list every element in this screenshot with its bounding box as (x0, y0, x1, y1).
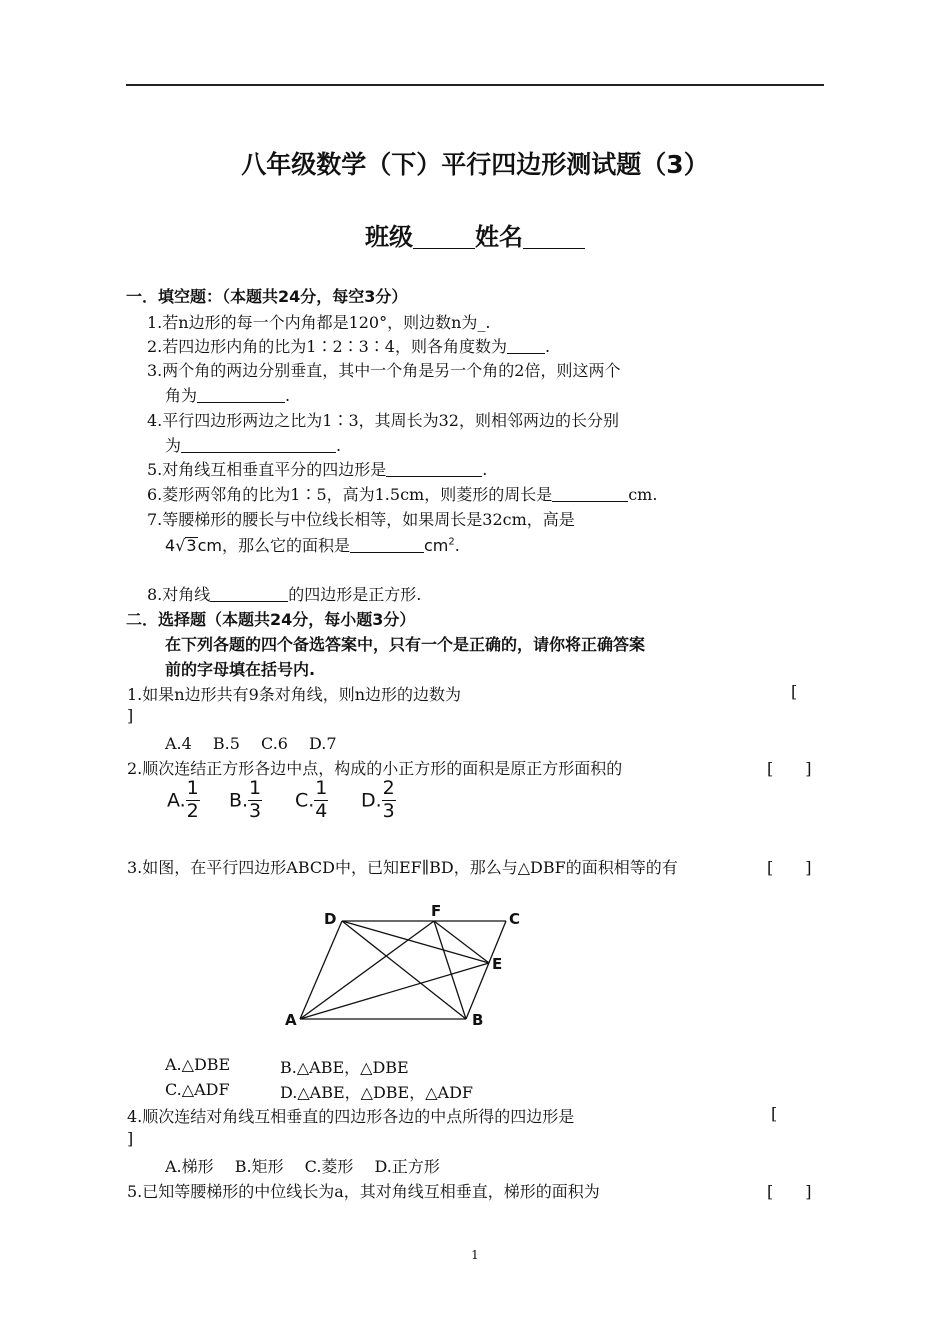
name-label: 姓名 (475, 223, 523, 251)
s1-q3-text: 角为 (165, 386, 198, 405)
denominator: 2 (186, 799, 199, 822)
denominator: 3 (382, 799, 395, 822)
s1-q3-end: . (285, 386, 291, 405)
s1-question-8 (147, 582, 421, 605)
s1-q8-blank (210, 585, 288, 602)
s1-q2-end: . (545, 337, 551, 356)
s1-q7-end: . (454, 536, 460, 555)
s1-q7-blank (350, 536, 424, 553)
s2-q2-options (167, 779, 421, 822)
s1-q2-text: 2.若四边形内角的比为1∶2∶3∶4，则各角度数为 (147, 337, 507, 356)
s1-q2-blank (507, 337, 545, 354)
fraction (248, 779, 262, 822)
segment-fb (434, 921, 466, 1019)
s2-q4-options: A.梯形 B.矩形 C.菱形 D.正方形 (165, 1157, 440, 1176)
label-d: D (324, 910, 337, 928)
s2-q4-bracket-open: [ (771, 1104, 778, 1123)
fraction (186, 779, 200, 822)
sqrt-sign-icon: √ (175, 536, 186, 555)
s1-q7-radicand: 3 (186, 536, 197, 555)
s2-q3-bracket: [ ] (767, 858, 812, 877)
s1-q8-end: 的四边形是正方形. (288, 585, 422, 604)
section2-instruction-line2: 前的字母填在括号内. (165, 660, 316, 679)
s1-question-1: 1.若n边形的每一个内角都是120°，则边数n为_. (147, 313, 491, 332)
label-f: F (431, 902, 442, 920)
s2-question-3: 3.如图，在平行四边形ABCD中，已知EF∥BD，那么与△DBF的面积相等的有 (127, 858, 678, 877)
label-c: C (509, 910, 521, 928)
s1-q3-blank (197, 386, 285, 403)
s1-question-7-line1: 7.等腰梯形的腰长与中位线长相等，如果周长是32cm，高是 (147, 510, 575, 529)
s2-q5-bracket: [ ] (767, 1182, 812, 1201)
s1-q7-text: cm，那么它的面积是 (197, 536, 350, 555)
s2-q2-option-d (361, 779, 421, 822)
s2-q1-options: A.4 B.5 C.6 D.7 (165, 734, 337, 753)
s1-question-6 (147, 482, 657, 505)
s1-q5-text: 5.对角线互相垂直平分的四边形是 (147, 460, 387, 479)
s2-question-1: 1.如果n边形共有9条对角线，则n边形的边数为 (127, 685, 462, 704)
numerator: 2 (382, 777, 395, 799)
s1-q6-text: 6.菱形两邻角的比为1∶5，高为1.5cm，则菱形的周长是 (147, 485, 553, 504)
s2-q3-option-a: A.△DBE (165, 1055, 231, 1074)
segment-de (342, 921, 489, 963)
s1-question-4-line2 (165, 433, 341, 456)
header-rule (126, 84, 824, 86)
class-name-line (0, 217, 950, 252)
option-d-label: D. (361, 789, 382, 812)
s2-q1-bracket-open: [ (791, 682, 798, 701)
s1-q7-coefficient: 4 (165, 536, 176, 555)
fraction (314, 779, 328, 822)
page-title: 八年级数学（下）平行四边形测试题（3） (241, 150, 709, 179)
s2-question-5: 5.已知等腰梯形的中位线长为a，其对角线互相垂直，梯形的面积为 (127, 1182, 600, 1201)
class-blank (413, 224, 475, 249)
numerator: 1 (315, 777, 328, 799)
name-blank (523, 224, 585, 249)
section2-instruction-line1: 在下列各题的四个备选答案中，只有一个是正确的，请你将正确答案 (165, 635, 646, 654)
s1-question-5 (147, 457, 487, 480)
s2-q3-option-c: C.△ADF (165, 1080, 230, 1099)
s1-q4-text: 为 (165, 436, 182, 455)
parallelogram-figure (280, 897, 530, 1031)
s2-question-4: 4.顺次连结对角线互相垂直的四边形各边的中点所得的四边形是 (127, 1107, 575, 1126)
s1-question-7-line2 (165, 533, 460, 556)
s1-question-2 (147, 334, 550, 357)
option-a-label: A. (167, 789, 186, 812)
denominator: 3 (249, 799, 262, 822)
s1-q7-exponent: 2 (448, 536, 455, 548)
s2-q2-bracket: [ ] (767, 759, 812, 778)
s1-q8-text: 8.对角线 (147, 585, 211, 604)
segment-fe (434, 921, 489, 963)
numerator: 1 (186, 777, 199, 799)
s1-question-4-line1: 4.平行四边形两边之比为1∶3，其周长为32，则相邻两边的长分别 (147, 411, 619, 430)
numerator: 1 (249, 777, 262, 799)
denominator: 4 (315, 799, 328, 822)
s1-question-3-line2 (165, 383, 290, 406)
s2-q4-bracket-close: ] (127, 1129, 134, 1148)
label-a: A (285, 1011, 297, 1029)
s1-question-3-line1: 3.两个角的两边分别垂直，其中一个角是另一个角的2倍，则这两个 (147, 361, 621, 380)
label-e: E (492, 955, 503, 973)
class-label: 班级 (365, 223, 413, 251)
s2-question-2: 2.顺次连结正方形各边中点，构成的小正方形的面积是原正方形面积的 (127, 759, 623, 778)
s2-q3-option-b: B.△ABE，△DBE (280, 1058, 409, 1077)
s1-q7-unit: cm (423, 536, 449, 555)
s2-q3-option-d: D.△ABE，△DBE，△ADF (280, 1083, 474, 1102)
page-number: 1 (471, 1248, 479, 1262)
s1-q6-blank (552, 485, 628, 502)
s1-q5-blank (386, 460, 482, 477)
s2-q2-option-b (229, 779, 295, 822)
label-b: B (472, 1011, 484, 1029)
s2-q2-option-c (295, 779, 361, 822)
s1-q4-end: . (336, 436, 342, 455)
option-b-label: B. (229, 789, 249, 812)
diagonal-db (342, 921, 466, 1019)
s1-q5-end: . (482, 460, 488, 479)
section1-heading: 一．填空题：（本题共24分，每空3分） (126, 287, 408, 306)
segment-ae (300, 963, 489, 1019)
s2-q2-option-a (167, 779, 229, 822)
segment-fa (300, 921, 434, 1019)
s1-q4-blank (181, 436, 336, 453)
s1-q6-unit: cm. (628, 485, 658, 504)
option-c-label: C. (295, 789, 315, 812)
fraction (382, 779, 396, 822)
s2-q1-bracket-close: ] (127, 706, 134, 725)
section2-heading: 二．选择题（本题共24分，每小题3分） (126, 610, 416, 629)
